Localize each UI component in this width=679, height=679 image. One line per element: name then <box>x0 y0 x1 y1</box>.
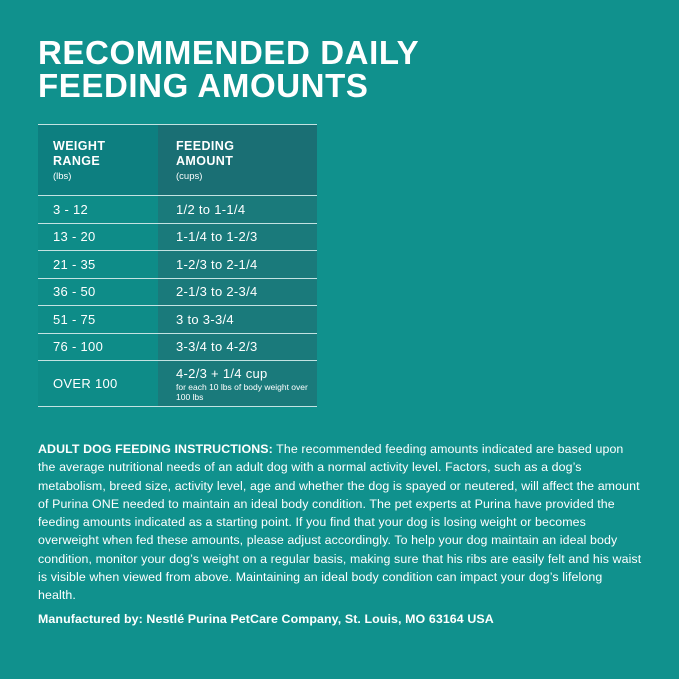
instructions-body: The recommended feeding amounts indicated are based upon the average nutritional needs of an adult dog with a normal activity level. Factors, such as a dog’s metabolism, breed size, activity level, age and whether the dog is spayed or neutered, will affect the amount of Purina ONE needed to maintain an ideal body condition. The pet experts at Purina have provided the feeding amounts indicated as a starting point. If you find that your dog is losing weight or becomes overweight when fed these amounts, please adjust accordingly. To help your dog maintain an ideal body condition, monitor your dog’s weight on a regular basis, making sure that his ribs are easily felt and his waist is visible when viewed from above. Maintaining an ideal body condition can impact your dog’s lifelong health. <box>38 442 642 603</box>
amount-cell <box>158 361 317 406</box>
weight-cell <box>38 196 158 223</box>
weight-value: 13 - 20 <box>53 229 96 245</box>
amount-value: 1-2/3 to 2-1/4 <box>176 256 258 272</box>
weight-cell <box>38 279 158 306</box>
amount-cell <box>158 196 317 223</box>
feeding-header-unit: (cups) <box>176 170 203 182</box>
amount-cell <box>158 224 317 251</box>
weight-value: 51 - 75 <box>53 311 96 327</box>
amount-cell <box>158 306 317 333</box>
instructions-heading: ADULT DOG FEEDING INSTRUCTIONS: <box>38 442 273 456</box>
amount-cell <box>158 279 317 306</box>
amount-cell <box>158 334 317 361</box>
weight-cell <box>38 224 158 251</box>
weight-header-cell <box>38 125 158 195</box>
feeding-header-cell <box>158 125 317 195</box>
table-row <box>38 334 317 362</box>
page-title <box>38 36 648 102</box>
feeding-instructions <box>38 440 643 605</box>
weight-cell <box>38 251 158 278</box>
title-line-1: RECOMMENDED DAILY <box>38 34 420 71</box>
weight-value: 76 - 100 <box>53 339 104 355</box>
feeding-header-line-1: FEEDING <box>176 138 235 153</box>
amount-cell <box>158 251 317 278</box>
weight-cell <box>38 334 158 361</box>
table-row <box>38 306 317 334</box>
weight-value: 3 - 12 <box>53 201 89 217</box>
table-row <box>38 196 317 224</box>
weight-value: 21 - 35 <box>53 256 96 272</box>
amount-value: 2-1/3 to 2-3/4 <box>176 284 258 300</box>
table-row <box>38 224 317 252</box>
amount-note: for each 10 lbs of body weight over 100 lbs <box>176 381 308 402</box>
weight-header-unit: (lbs) <box>53 170 72 182</box>
weight-value: 36 - 50 <box>53 284 96 300</box>
table-row <box>38 279 317 307</box>
table-row <box>38 361 317 407</box>
manufacturer-info: Manufactured by: Nestlé Purina PetCare Company, St. Louis, MO 63164 USA <box>38 612 494 626</box>
amount-value: 3-3/4 to 4-2/3 <box>176 339 258 355</box>
weight-cell <box>38 361 158 406</box>
title-line-2: FEEDING AMOUNTS <box>38 67 369 104</box>
weight-header-line-2: RANGE <box>53 153 101 168</box>
amount-value: 1-1/4 to 1-2/3 <box>176 229 258 245</box>
feeding-header-line-2: AMOUNT <box>176 153 234 168</box>
weight-cell <box>38 306 158 333</box>
table-row <box>38 251 317 279</box>
amount-value: 3 to 3-3/4 <box>176 311 234 327</box>
weight-value: OVER 100 <box>53 376 118 391</box>
table-header-row <box>38 125 317 196</box>
weight-header-line-1: WEIGHT <box>53 138 106 153</box>
feeding-table <box>38 124 317 407</box>
amount-value: 1/2 to 1-1/4 <box>176 201 246 217</box>
amount-value: 4-2/3 + 1/4 cup <box>176 365 268 381</box>
